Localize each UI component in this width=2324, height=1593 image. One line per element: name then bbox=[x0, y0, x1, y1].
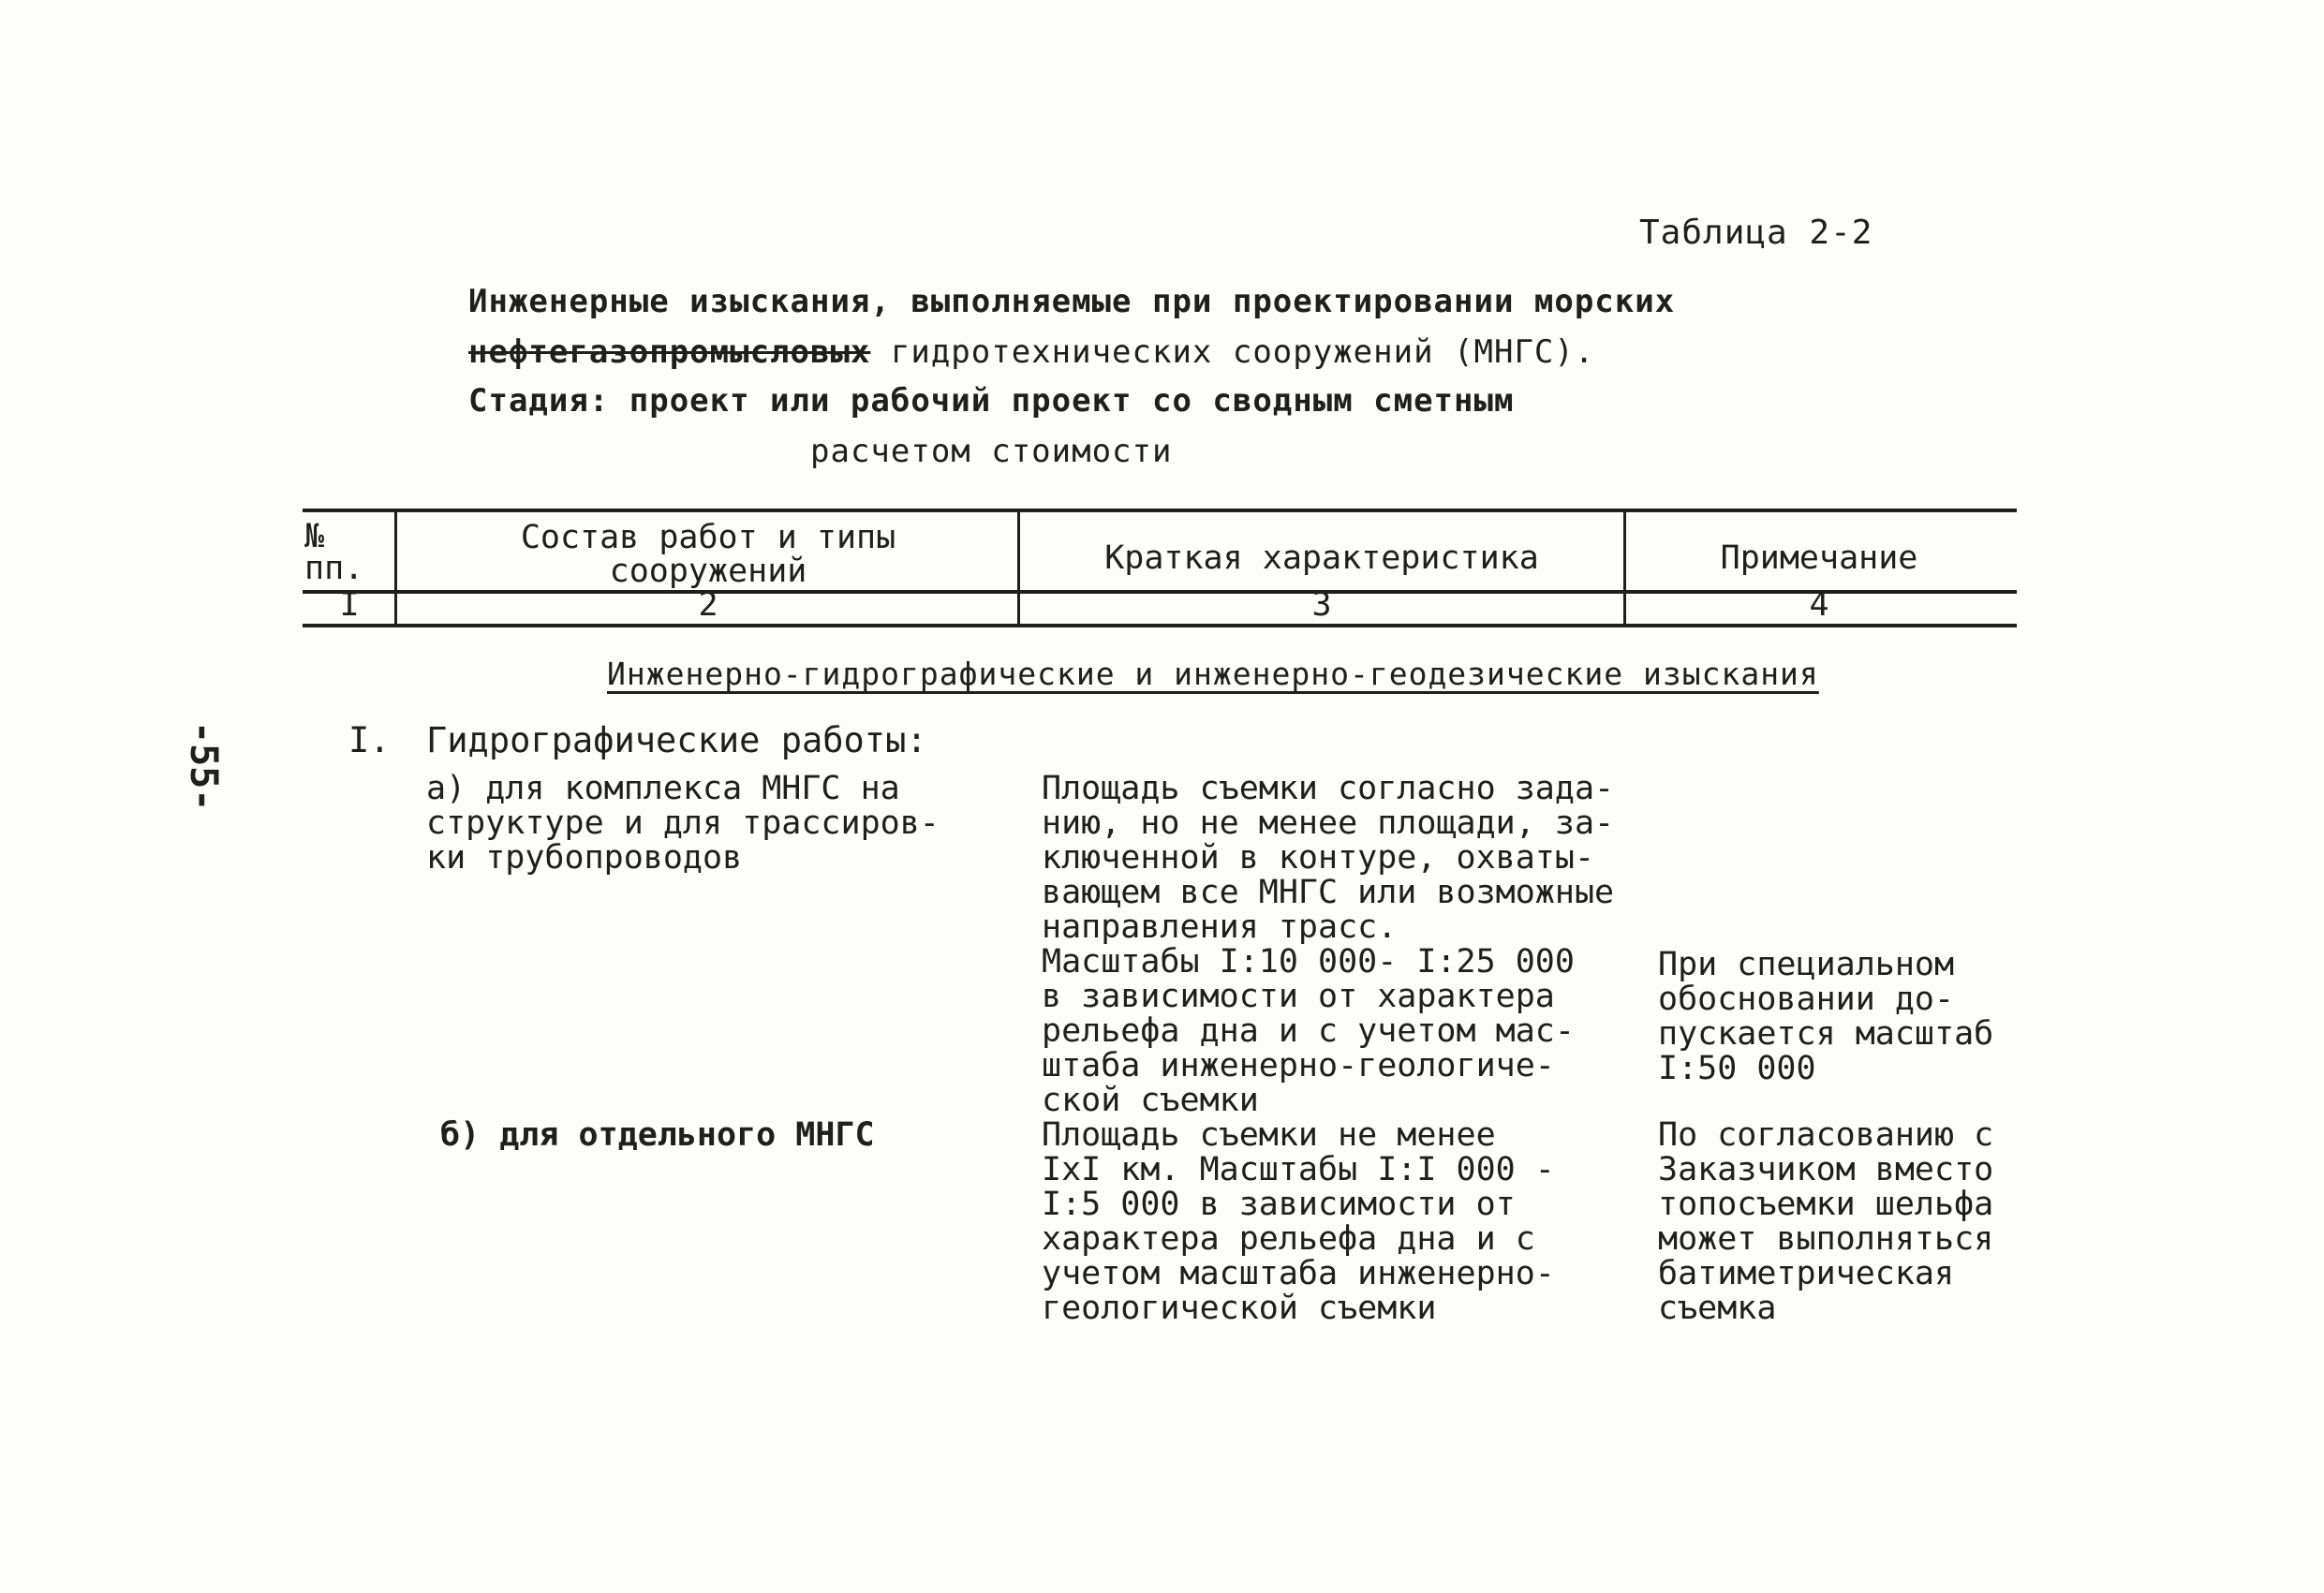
header-characteristic: Краткая характеристика bbox=[1104, 539, 1539, 577]
title-line-2 bbox=[468, 333, 1594, 371]
table-label: Таблица 2-2 bbox=[1639, 214, 1873, 252]
title-line-3: Стадия: проект или рабочий проект со сводным сметным bbox=[468, 382, 1515, 420]
subitem-a-note: При специальном обосновании до- пускается масштаб I:50 000 bbox=[1658, 946, 1994, 1087]
title-line-4: расчетом стоимости bbox=[810, 433, 1173, 470]
table-colnum-rule bbox=[303, 624, 2017, 627]
item-title: Гидрографические работы: bbox=[426, 720, 927, 760]
table-divider-1 bbox=[394, 512, 397, 625]
title-struck-word: нефтегазопромысловых bbox=[468, 333, 871, 371]
col-number-4: 4 bbox=[1809, 586, 1829, 624]
header-note: Примечание bbox=[1720, 539, 1918, 577]
col-number-1: I bbox=[339, 586, 360, 624]
subitem-b-characteristic: Площадь съемки не менее IxI км. Масштабы I:I 000 - I:5 000 в зависимости от характера рельефа дна и с учетом масштаба инженерно- геологической съемки bbox=[1042, 1116, 1555, 1327]
col-number-2: 2 bbox=[698, 586, 718, 624]
subitem-a-label: а) для комплекса МНГС на структуре и для трассиров- ки трубопроводов bbox=[426, 770, 940, 877]
subitem-a-characteristic: Площадь съемки согласно зада- нию, но не менее площади, за- ключенной в контуре, охваты- вающем все МНГС или возможные направления трасс. Масштабы I:10 000- I:25 000 в зависимости от характера рельефа дна и с учетом мас- штаба инженерно-геологиче- ской съемки bbox=[1042, 770, 1615, 1119]
item-number: I. bbox=[348, 720, 391, 760]
subitem-b-note: По согласованию с Заказчиком вместо топосъемки шельфа может выполняться батиметрическая съемка bbox=[1658, 1116, 1994, 1327]
section-heading: Инженерно-гидрографические и инженерно-геодезические изыскания bbox=[607, 656, 1819, 692]
subitem-b-label: б) для отдельного МНГС bbox=[440, 1116, 875, 1154]
header-num: № пп. bbox=[304, 518, 364, 587]
col-number-3: 3 bbox=[1311, 586, 1332, 624]
title-line-1: Инженерные изыскания, выполняемые при проектировании морских bbox=[468, 283, 1676, 320]
table-top-rule bbox=[303, 509, 2017, 512]
title-line-2-rest: гидротехнических сооружений (МНГС). bbox=[870, 333, 1595, 371]
page-number: -55- bbox=[182, 721, 225, 812]
header-works: Состав работ и типы сооружений bbox=[520, 519, 896, 590]
